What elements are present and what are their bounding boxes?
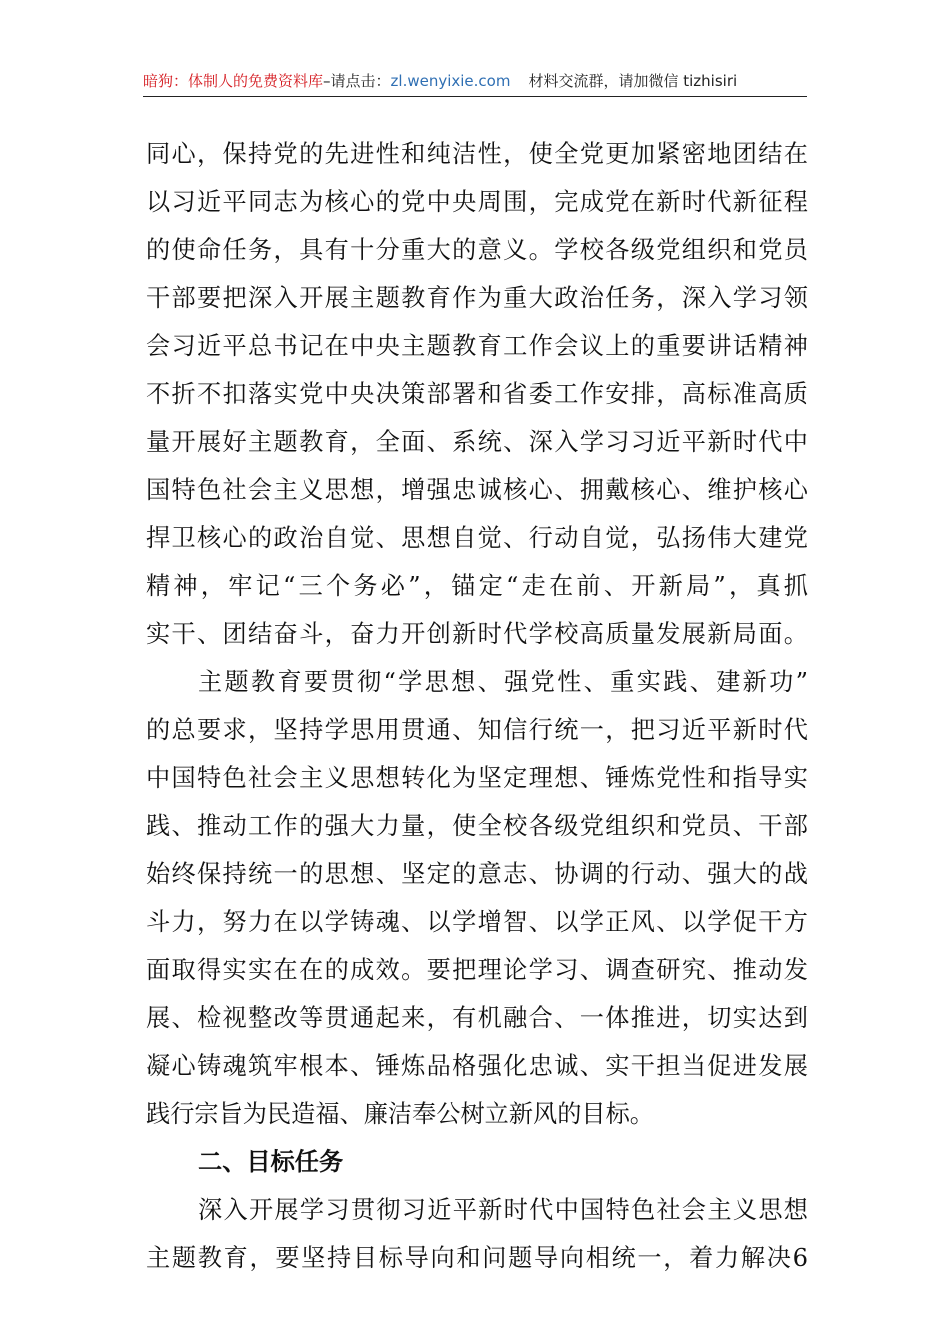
paragraph-line: 会习近平总书记在中央主题教育工作会议上的重要讲话精神 (146, 332, 808, 360)
paragraph-line: 的总要求，坚持学思用贯通、知信行统一，把习近平新时代 (146, 716, 808, 744)
paragraph-line: 展、检视整改等贯通起来，有机融合、一体推进，切实达到 (146, 1004, 808, 1032)
paragraph-line: 干部要把深入开展主题教育作为重大政治任务，深入学习领 (146, 284, 808, 312)
page-header (143, 66, 807, 97)
paragraph-line: 以习近平同志为核心的党中央周围，完成党在新时代新征程 (146, 188, 808, 216)
paragraph-line: 斗力，努力在以学铸魂、以学增智、以学正风、以学促干方 (146, 908, 808, 936)
paragraph-line: 国特色社会主义思想，增强忠诚核心、拥戴核心、维护核心 (146, 476, 808, 504)
paragraph-line: 始终保持统一的思想、坚定的意志、协调的行动、强大的战 (146, 860, 808, 888)
paragraph-line: 践行宗旨为民造福、廉洁奉公树立新风的目标。 (146, 1100, 654, 1128)
paragraph-line: 精神，牢记“三个务必”，锚定“走在前、开新局”，真抓 (146, 572, 808, 600)
paragraph-line: 践、推动工作的强大力量，使全校各级党组织和党员、干部 (146, 812, 808, 840)
paragraph-line: 不折不扣落实党中央决策部署和省委工作安排，高标准高质 (146, 380, 808, 408)
document-body (146, 130, 808, 1282)
paragraph-line: 中国特色社会主义思想转化为坚定理想、锤炼党性和指导实 (146, 764, 808, 792)
paragraph-line: 面取得实实在在的成效。要把理论学习、调查研究、推动发 (146, 956, 808, 984)
section-heading: 二、目标任务 (198, 1148, 344, 1176)
header-site-name: 暗狗：体制人的免费资料库 (143, 72, 324, 90)
paragraph-line: 同心，保持党的先进性和纯洁性，使全党更加紧密地团结在 (146, 140, 808, 168)
paragraph-line: 深入开展学习贯彻习近平新时代中国特色社会主义思想 (198, 1196, 808, 1224)
header-click-label: –请点击： (323, 72, 391, 90)
paragraph-line: 捍卫核心的政治自觉、思想自觉、行动自觉，弘扬伟大建党 (146, 524, 808, 552)
paragraph-line: 主题教育要贯彻“学思想、强党性、重实践、建新功” (198, 668, 808, 696)
paragraph-line: 主题教育，要坚持目标导向和问题导向相统一，着力解决6 (146, 1244, 808, 1272)
header-url-link[interactable]: zl.wenyixie.com (390, 72, 511, 90)
paragraph-line: 凝心铸魂筑牢根本、锤炼品格强化忠诚、实干担当促进发展 (146, 1052, 808, 1080)
header-wechat-note: 材料交流群，请加微信 tizhisiri (528, 72, 738, 90)
paragraph-line: 量开展好主题教育，全面、系统、深入学习习近平新时代中 (146, 428, 808, 456)
paragraph-line: 的使命任务，具有十分重大的意义。学校各级党组织和党员 (146, 236, 808, 264)
paragraph-line: 实干、团结奋斗，奋力开创新时代学校高质量发展新局面。 (146, 620, 808, 648)
